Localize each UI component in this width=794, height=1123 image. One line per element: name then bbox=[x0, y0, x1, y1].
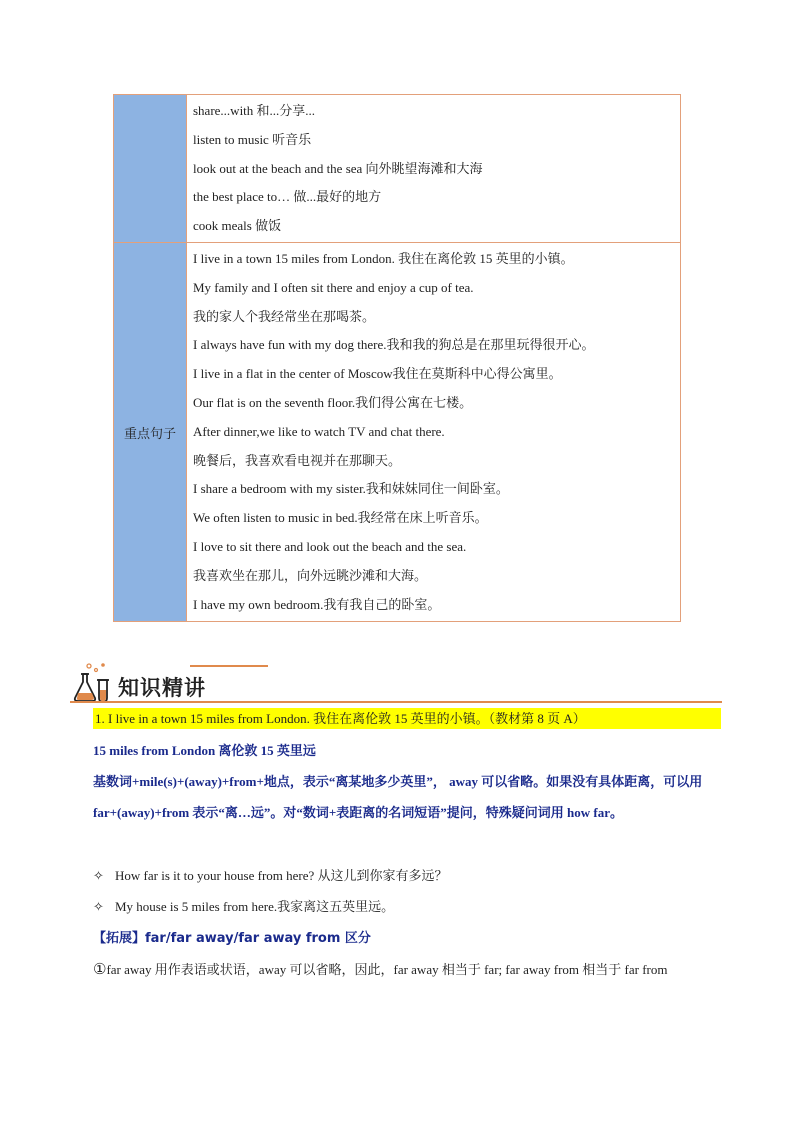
diamond-bullet-icon: ✧ bbox=[93, 869, 104, 884]
key-phrase: 15 miles from London 离伦敦 15 英里远 bbox=[93, 743, 316, 758]
example-text: How far is it to your house from here? 从这儿到你家有多远？ bbox=[115, 868, 448, 883]
row-label: 重点句子 bbox=[114, 243, 187, 621]
phrase-line: cook meals 做饭 bbox=[193, 218, 282, 234]
sentence-line: 我喜欢坐在那儿，向外远眺沙滩和大海。 bbox=[193, 567, 428, 583]
expand-heading bbox=[93, 922, 371, 954]
sentence-line: We often listen to music in bed.我经常在床上听音乐。 bbox=[193, 510, 488, 526]
table-row-key-sentences bbox=[114, 242, 680, 621]
header-underline bbox=[70, 701, 722, 703]
phrase-line: look out at the beach and the sea 向外眺望海滩和大海 bbox=[193, 160, 483, 176]
sentence-line: After dinner,we like to watch TV and chat there. bbox=[193, 423, 445, 439]
table-row-phrases bbox=[114, 95, 680, 242]
example-text: My house is 5 miles from here.我家离这五英里远。 bbox=[115, 899, 395, 914]
sentence-line: I share a bedroom with my sister.我和妹妹同住一间卧室。 bbox=[193, 481, 509, 497]
section-title: 知识精讲 bbox=[118, 676, 206, 700]
sentence-line: 我的家人个我经常坐在那喝茶。 bbox=[193, 308, 376, 324]
phrase-line: share...with 和...分享... bbox=[193, 103, 316, 118]
phrase-line: the best place to… 做...最好的地方 bbox=[193, 189, 382, 205]
row-content bbox=[187, 243, 680, 621]
row-content bbox=[187, 95, 680, 242]
header-accent-line bbox=[190, 665, 268, 667]
note-paragraph bbox=[93, 954, 703, 985]
sentence-line: I live in a town 15 miles from London. 我住在离伦敦 15 英里的小镇。 bbox=[193, 251, 574, 266]
sentence-line: 晚餐后，我喜欢看电视并在那聊天。 bbox=[193, 452, 402, 468]
sentence-line: I have my own bedroom.我有我自己的卧室。 bbox=[193, 596, 441, 612]
example-sentence bbox=[93, 860, 448, 891]
vocabulary-table bbox=[113, 94, 681, 622]
phrase-line: listen to music 听音乐 bbox=[193, 131, 312, 147]
flask-icon bbox=[70, 660, 114, 704]
sentence-line: My family and I often sit there and enjoy a cup of tea. bbox=[193, 279, 474, 295]
sentence-line: Our flat is on the seventh floor.我们得公寓在七楼。 bbox=[193, 394, 473, 410]
row-label bbox=[114, 95, 187, 242]
sentence-line: I live in a flat in the center of Moscow我住在莫斯科中心得公寓里。 bbox=[193, 366, 562, 382]
highlighted-sentence: 1. I live in a town 15 miles from London. 我住在离伦敦 15 英里的小镇。（教材第 8 页 A） bbox=[93, 708, 721, 729]
diamond-bullet-icon: ✧ bbox=[93, 900, 104, 915]
example-sentence bbox=[93, 891, 394, 922]
sentence-line: I always have fun with my dog there.我和我的狗总是在那里玩得很开心。 bbox=[193, 337, 595, 353]
expand-label: 【拓展】far/far away/far away from 区分 bbox=[93, 931, 371, 946]
explanation: 基数词+mile(s)+(away)+from+地点，表示“离某地多少英里”， away 可以省略。如果没有具体距离，可以用 far+(away)+from 表示“离…远”。对“数词+表距离的名词短语”提问，特殊疑问词用 how far。 bbox=[93, 774, 703, 820]
sentence-line: I love to sit there and look out the beach and the sea. bbox=[193, 538, 467, 554]
section-header bbox=[70, 660, 722, 704]
note-text: far away 用作表语或状语，away 可以省略，因此，far away 相当于 far; far away from 相当于 far from bbox=[106, 962, 668, 977]
circled-number: ① bbox=[93, 960, 107, 978]
